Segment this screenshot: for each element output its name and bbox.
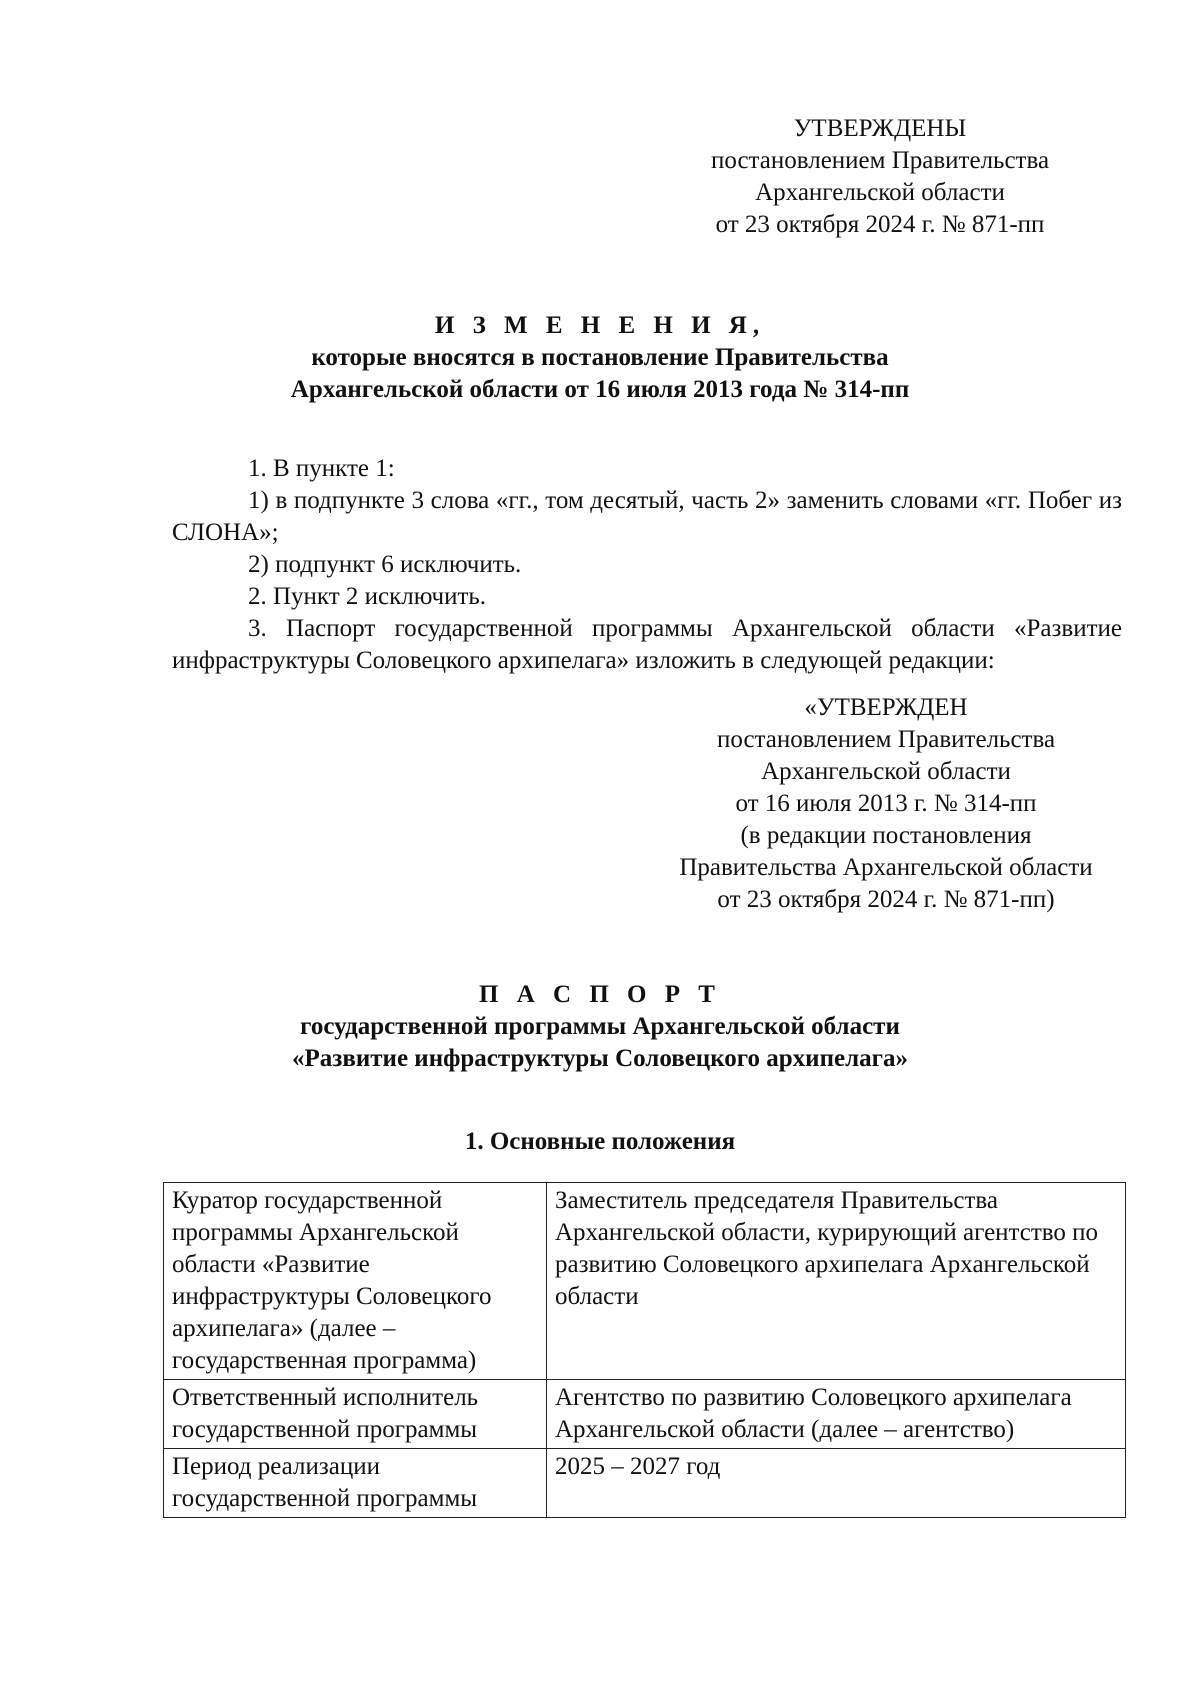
paragraph-1-2: 2) подпункт 6 исключить. bbox=[248, 551, 522, 578]
approval-stamp-top bbox=[700, 113, 1060, 241]
approval-line: (в редакции постановления bbox=[740, 822, 1032, 849]
table-row bbox=[164, 1449, 1126, 1518]
table-cell-label: Период реализации государственной программы bbox=[164, 1449, 547, 1518]
passport-subtitle-2: «Развитие инфраструктуры Соловецкого архипелага» bbox=[292, 1045, 908, 1072]
table-row bbox=[164, 1183, 1126, 1380]
passport-title bbox=[0, 979, 1200, 1075]
paragraph-3: 3. Паспорт государственной программы Архангельской области «Развитие инфраструктуры Соловецкого архипелага» изложить в следующей редакции: bbox=[172, 615, 1122, 674]
approval-line: постановлением Правительства bbox=[710, 147, 1050, 174]
table-cell-label: Куратор государственной программы Архангельской области «Развитие инфраструктуры Соловецкого архипелага» (далее – государственная программа) bbox=[164, 1183, 547, 1380]
passport-table bbox=[163, 1182, 1126, 1518]
table-cell-value: Агентство по развитию Соловецкого архипелага Архангельской области (далее – агентство) bbox=[547, 1380, 1126, 1449]
amendments-body bbox=[172, 453, 1122, 677]
section-1-title: 1. Основные положения bbox=[464, 1128, 736, 1155]
table-cell-value: Заместитель председателя Правительства Архангельской области, курирующий агентство по развитию Соловецкого архипелага Архангельской области bbox=[547, 1183, 1126, 1380]
approval-stamp-quote bbox=[636, 692, 1136, 916]
paragraph-2: 2. Пункт 2 исключить. bbox=[248, 583, 487, 610]
approval-line: Архангельской области bbox=[761, 758, 1011, 785]
changes-title bbox=[0, 310, 1200, 406]
approval-heading: УТВЕРЖДЕНЫ bbox=[793, 115, 967, 142]
changes-heading: И З М Е Н Е Н И Я, bbox=[434, 312, 766, 339]
passport-heading: П А С П О Р Т bbox=[479, 981, 721, 1008]
approval-heading: «УТВЕРЖДЕН bbox=[804, 694, 968, 721]
table-row bbox=[164, 1380, 1126, 1449]
passport-subtitle-1: государственной программы Архангельской области bbox=[300, 1013, 900, 1040]
changes-subtitle-2: Архангельской области от 16 июля 2013 года № 314-пп bbox=[290, 376, 910, 403]
paragraph-1-1: 1) в подпункте 3 слова «гг., том десятый, часть 2» заменить словами «гг. Побег из СЛОНА»; bbox=[172, 487, 1122, 546]
approval-line: Правительства Архангельской области bbox=[679, 854, 1093, 881]
approval-date: от 23 октября 2024 г. № 871-пп) bbox=[717, 886, 1055, 913]
changes-subtitle-1: которые вносятся в постановление Правительства bbox=[311, 344, 889, 371]
approval-line: Архангельской области bbox=[755, 179, 1005, 206]
approval-date: от 23 октября 2024 г. № 871-пп bbox=[715, 211, 1045, 238]
table-cell-label: Ответственный исполнитель государственной программы bbox=[164, 1380, 547, 1449]
approval-line: постановлением Правительства bbox=[716, 726, 1056, 753]
table-cell-value: 2025 – 2027 год bbox=[547, 1449, 1126, 1518]
paragraph-1: 1. В пункте 1: bbox=[248, 455, 395, 482]
approval-date: от 16 июля 2013 г. № 314-пп bbox=[735, 790, 1037, 817]
